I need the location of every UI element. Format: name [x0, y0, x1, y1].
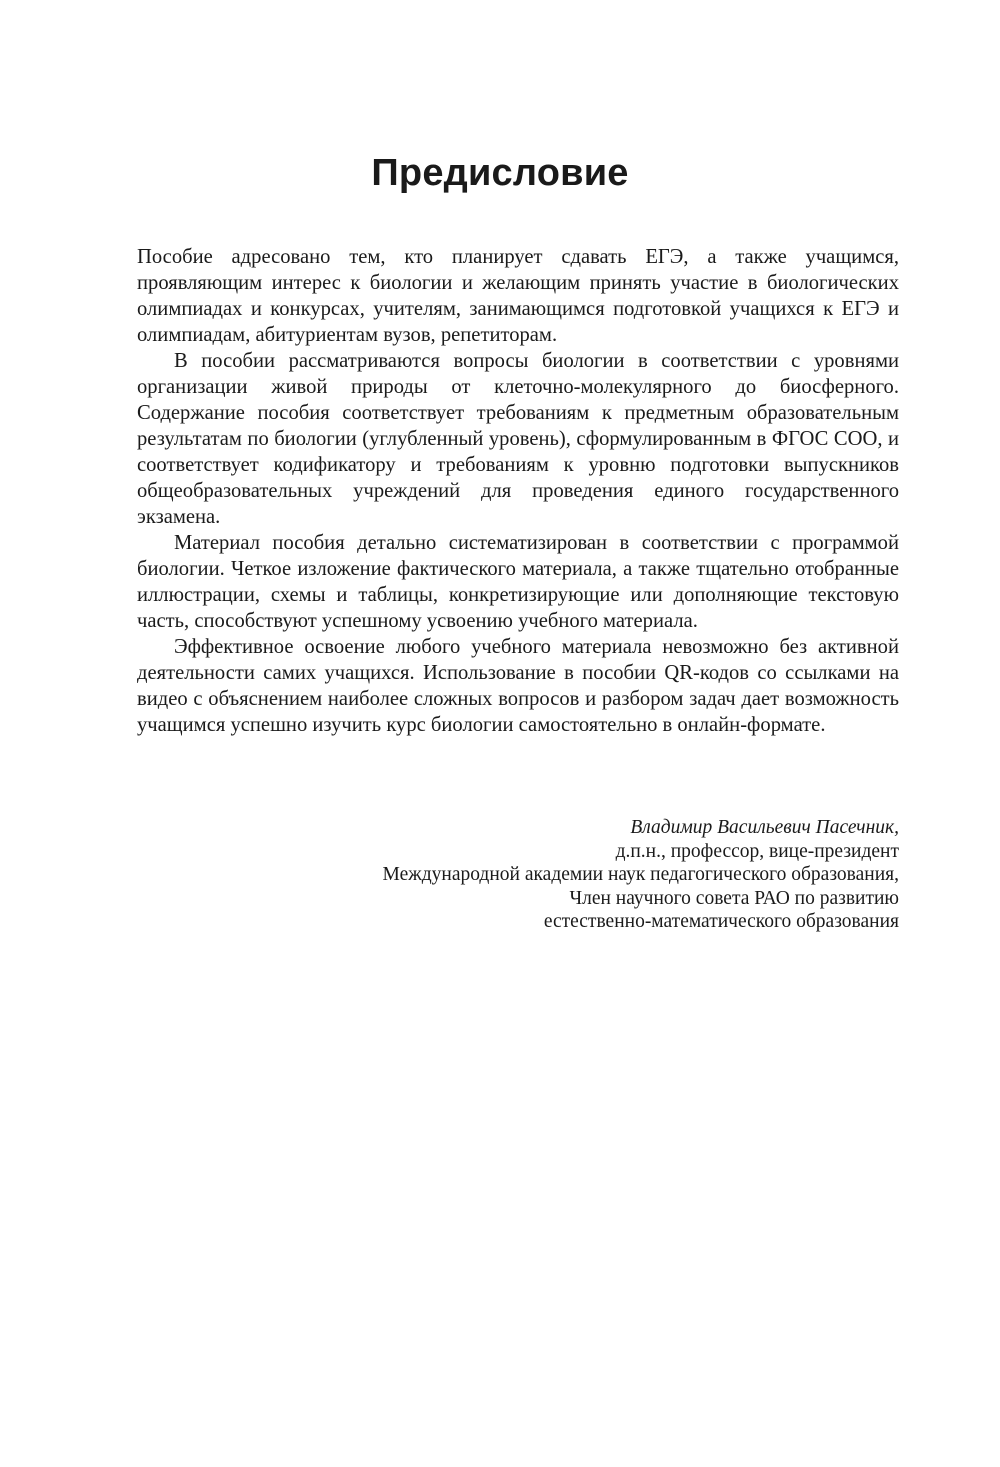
paragraph-4: Эффективное освоение любого учебного материала невозможно без активной деятельности самих учащихся. Использование в пособии QR-кодов со ссылками на видео с объяснением наиболее сложных вопросов и разбором задач дает возможность учащимся успешно изучить курс биологии самостоятельно в онлайн-формате. [137, 636, 899, 736]
author-name: Владимир Васильевич Пасечник, [630, 817, 899, 838]
paragraph-1: Пособие адресовано тем, кто планирует сдавать ЕГЭ, а также учащимся, проявляющим интерес к биологии и желающим принять участие в биологических олимпиадах и конкурсах, учителям, занимающимся подготовкой учащихся к ЕГЭ и олимпиадам, абитуриентам вузов, репетиторам. [137, 246, 899, 346]
page-title: Предисловие [371, 152, 629, 194]
author-signature [279, 816, 899, 934]
paragraph-2: В пособии рассматриваются вопросы биологии в соответствии с уровнями организации живой природы от клеточно-молекулярного до биосферного. Содержание пособия соответствует требованиям к предметным образовательным результатам по биологии (углубленный уровень), сформулированным в ФГОС СОО, и соответствует кодификатору и требованиям к уровню подготовки выпускников общеобразовательных учреждений для проведения единого государственного экзамена. [137, 350, 899, 528]
author-credential-line-2: Международной академии наук педагогического образования, [382, 864, 899, 885]
preface-body [137, 244, 899, 738]
author-credential-line-3: Член научного совета РАО по развитию [569, 887, 899, 909]
author-credential-line-4: естественно-математического образования [543, 911, 899, 932]
author-credential-line-1: д.п.н., профессор, вице-президент [615, 840, 899, 862]
paragraph-3: Материал пособия детально систематизирован в соответствии с программой биологии. Четкое изложение фактического материала, а также тщательно отобранные иллюстрации, схемы и таблицы, конкретизирующие или дополняющие текстовую часть, способствуют успешному усвоению учебного материала. [137, 532, 899, 632]
